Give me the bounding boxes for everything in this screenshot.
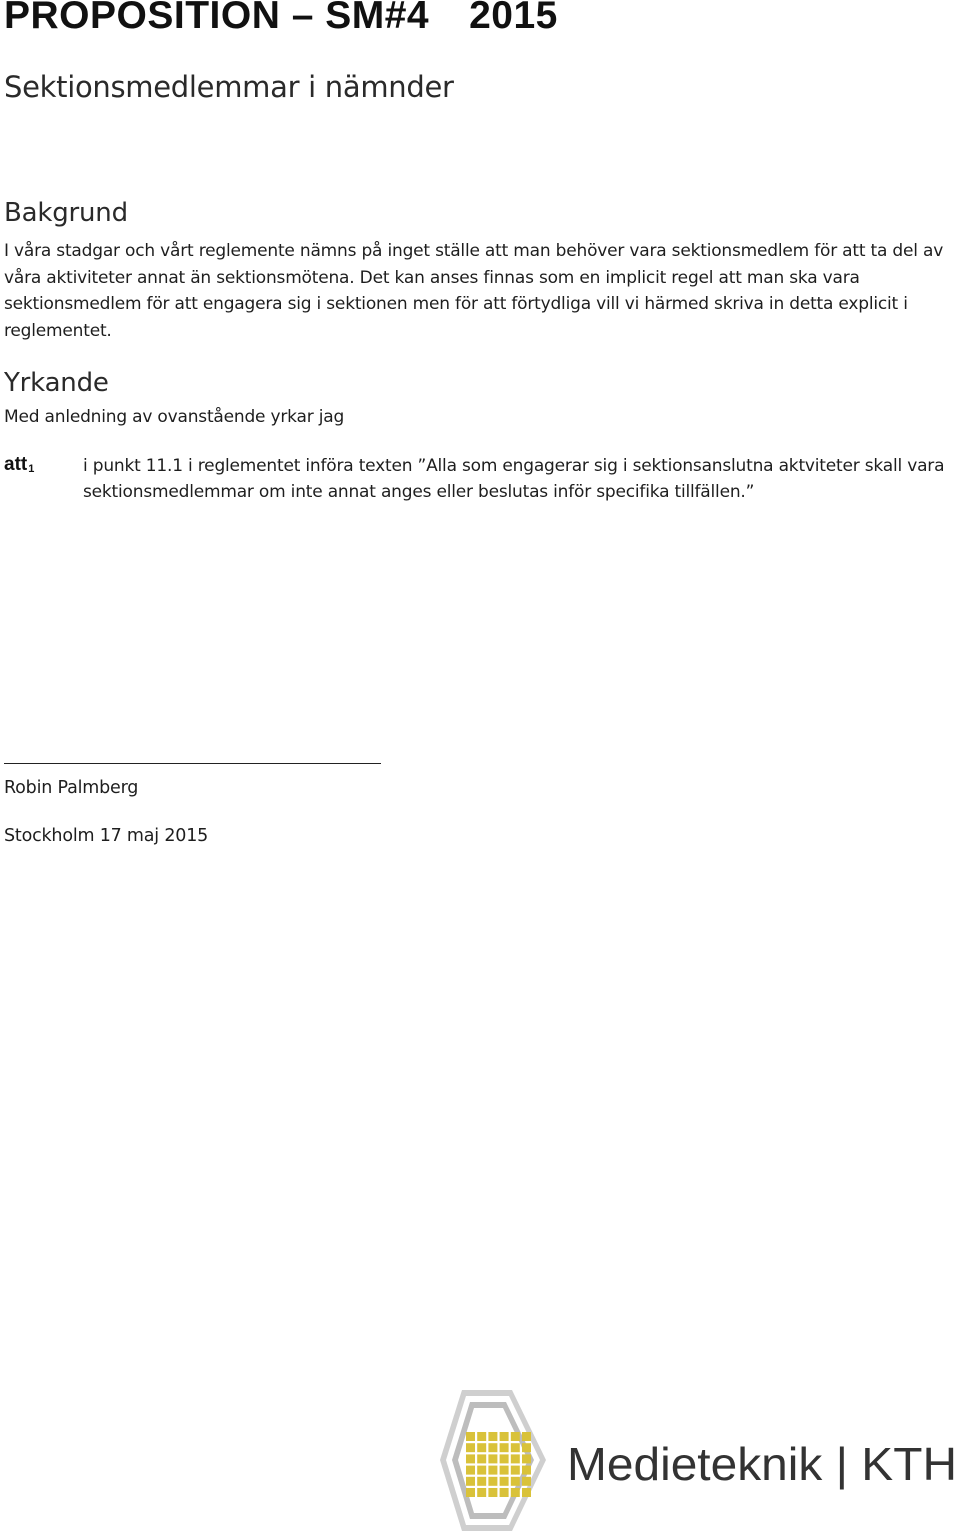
logo-grid-tile bbox=[488, 1432, 497, 1441]
logo-emblem bbox=[440, 1390, 546, 1531]
logo-grid-tile bbox=[477, 1466, 486, 1475]
title-main: PROPOSITION – SM#4 bbox=[4, 0, 430, 37]
logo-grid-tile bbox=[466, 1454, 475, 1463]
logo-grid-tile bbox=[488, 1488, 497, 1497]
logo-grid-tile bbox=[477, 1488, 486, 1497]
logo-grid-tile bbox=[500, 1477, 509, 1486]
logo-grid-tile bbox=[477, 1432, 486, 1441]
medieteknik-kth-logo bbox=[440, 1388, 960, 1533]
logo-grid-tile bbox=[522, 1454, 531, 1463]
logo-grid-tile bbox=[511, 1454, 520, 1463]
logo-grid-tile bbox=[500, 1466, 509, 1475]
motion-intro: Med anledning av ovanstående yrkar jag bbox=[4, 407, 345, 427]
logo-grid-tile bbox=[488, 1466, 497, 1475]
logo-grid-tile bbox=[522, 1488, 531, 1497]
document-subtitle: Sektionsmedlemmar i nämnder bbox=[4, 70, 454, 104]
logo-grid-tile bbox=[477, 1477, 486, 1486]
logo-grid-tile bbox=[488, 1454, 497, 1463]
clause-label-word: att bbox=[4, 454, 28, 475]
logo-grid-tile bbox=[511, 1488, 520, 1497]
logo-grid-tile bbox=[488, 1477, 497, 1486]
motion-heading: Yrkande bbox=[4, 368, 109, 398]
logo-grid-tile bbox=[488, 1443, 497, 1452]
logo-grid-tile bbox=[477, 1443, 486, 1452]
clause-label bbox=[4, 454, 34, 476]
place-date: Stockholm 17 maj 2015 bbox=[4, 826, 209, 846]
signature-line bbox=[4, 763, 381, 764]
background-heading: Bakgrund bbox=[4, 198, 128, 228]
logo-grid-tile bbox=[500, 1432, 509, 1441]
background-text: I våra stadgar och vårt reglemente nämns på inget ställe att man behöver vara sektionsmedlem för att ta del av våra aktiviteter annat än sektionsmötena. Det kan anses finnas som en implicit regel att man ska vara sektionsmedlem för att engagera sig i sektionen men för att förtydliga vill vi härmed skriva in detta explicit i reglementet. bbox=[4, 241, 944, 341]
logo-grid-tile bbox=[477, 1454, 486, 1463]
logo-grid-tile bbox=[466, 1488, 475, 1497]
clause-text: i punkt 11.1 i reglementet införa texten ”Alla som engagerar sig i sektionsanslutna aktviteter skall vara sektionsmedlemmar om inte annat anges eller beslutas inför specifika tillfällen.” bbox=[83, 456, 945, 502]
logo-grid-tile bbox=[500, 1454, 509, 1463]
logo-grid-tile bbox=[500, 1443, 509, 1452]
logo-grid-tile bbox=[466, 1432, 475, 1441]
document-title bbox=[4, 0, 558, 38]
signer-name: Robin Palmberg bbox=[4, 778, 139, 798]
logo-grid-tile bbox=[511, 1432, 520, 1441]
logo-grid-tile bbox=[511, 1443, 520, 1452]
logo-grid-tile bbox=[522, 1477, 531, 1486]
clause-number: 1 bbox=[28, 463, 35, 475]
logo-grid-tile bbox=[466, 1443, 475, 1452]
logo-grid-tile bbox=[466, 1477, 475, 1486]
logo-grid-tile bbox=[511, 1466, 520, 1475]
logo-grid-tile bbox=[522, 1443, 531, 1452]
logo-grid-tile bbox=[522, 1466, 531, 1475]
logo-grid-tile bbox=[500, 1488, 509, 1497]
logo-grid-tile bbox=[522, 1432, 531, 1441]
logo-text: Medieteknik | KTH bbox=[567, 1438, 957, 1490]
logo-grid-tile bbox=[511, 1477, 520, 1486]
title-year: 2015 bbox=[469, 0, 558, 37]
logo-grid-tile bbox=[466, 1466, 475, 1475]
